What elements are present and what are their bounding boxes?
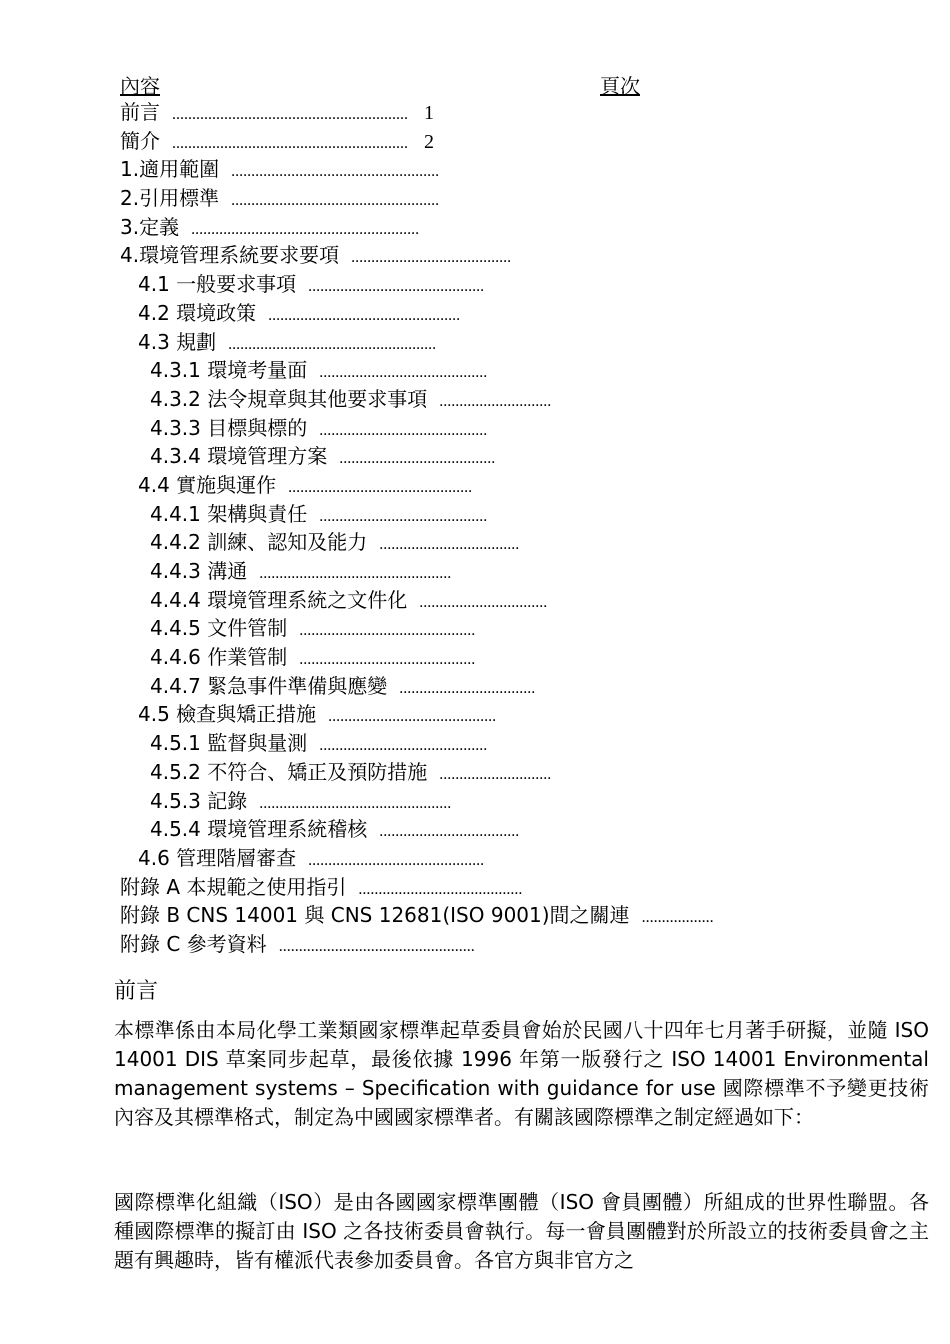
toc-entry-label: 3.定義 <box>120 214 180 239</box>
toc-entry <box>120 815 820 844</box>
toc-entry-label: 4.2 環境政策 <box>138 300 257 325</box>
toc-entry-leader-dots: ....................................... <box>339 450 496 468</box>
toc-entry-page-number: 1 <box>424 102 434 124</box>
toc-entry-label: 4.6 管理階層審查 <box>138 845 297 870</box>
toc-entry <box>120 270 820 299</box>
toc-entry-leader-dots: .............................................. <box>288 478 473 496</box>
toc-entry-leader-dots: ................................................. <box>278 937 475 955</box>
toc-entry <box>120 758 820 787</box>
toc-entry-leader-dots: ................................... <box>379 823 520 841</box>
toc-entry-leader-dots: .................................................... <box>231 163 440 181</box>
toc-entry-label: 4.3.2 法令規章與其他要求事項 <box>150 386 428 411</box>
toc-entry-label: 附錄 C 參考資料 <box>120 931 267 956</box>
toc-entry <box>120 356 820 385</box>
toc-entry <box>120 930 820 959</box>
toc-entry-label: 4.3.3 目標與標的 <box>150 415 308 440</box>
toc-entry-label: 4.5.4 環境管理系統稽核 <box>150 817 368 842</box>
toc-header-page: 頁次 <box>600 74 640 98</box>
toc-entry-label: 4.4.2 訓練、認知及能力 <box>150 530 368 555</box>
toc-entry-leader-dots: ............................................ <box>308 278 485 296</box>
toc-entry-leader-dots: .................................. <box>399 679 536 697</box>
toc-entry-label: 4.3 規劃 <box>138 329 217 354</box>
toc-entry-leader-dots: ........................................ <box>351 249 512 267</box>
toc-entry <box>120 213 820 242</box>
toc-entry-leader-dots: .................................................... <box>231 192 440 210</box>
toc-entry-leader-dots: .......................................... <box>319 364 488 382</box>
toc-entry <box>120 729 820 758</box>
toc-entry-leader-dots: .......................................... <box>328 708 497 726</box>
toc-entry-label: 4.3.4 環境管理方案 <box>150 444 328 469</box>
toc-entry-leader-dots: ............................ <box>439 392 552 410</box>
toc-entry-leader-dots: ................................... <box>379 536 520 554</box>
toc-entry-leader-dots: ......................................................... <box>191 220 420 238</box>
toc-entry <box>120 385 820 414</box>
toc-entry-leader-dots: ................................................ <box>268 306 461 324</box>
toc-entry-leader-dots: .................. <box>641 909 714 927</box>
toc-entry-leader-dots: ............................................ <box>299 622 476 640</box>
toc-entry-label: 附錄 A 本規範之使用指引 <box>120 874 347 899</box>
toc-entry-label: 4.4.7 緊急事件準備與應變 <box>150 673 388 698</box>
toc-entry-label: 4.5.3 記錄 <box>150 788 248 813</box>
toc-entry-label: 4.環境管理系統要求要項 <box>120 243 340 268</box>
toc-entry-leader-dots: .......................................... <box>319 507 488 525</box>
toc-entry <box>120 873 820 902</box>
toc-entry-label: 4.4.3 溝通 <box>150 559 248 583</box>
toc-entry <box>120 672 820 701</box>
toc-entry-leader-dots: ......................................... <box>358 880 523 898</box>
toc-entry <box>120 184 820 213</box>
toc-entry-leader-dots: ............................................ <box>299 651 476 669</box>
toc-entry-leader-dots: .......................................... <box>319 737 488 755</box>
toc-entry <box>120 586 820 615</box>
table-of-contents <box>120 98 820 959</box>
foreword-title: 前言 <box>114 979 159 1004</box>
toc-entry-label: 4.4.1 架構與責任 <box>150 501 308 526</box>
toc-entry-page-number: 2 <box>424 130 434 153</box>
toc-entry <box>120 844 820 873</box>
toc-entry <box>120 155 820 184</box>
toc-entry-leader-dots: ................................ <box>419 593 548 611</box>
toc-entry-leader-dots: ........................................................... <box>172 106 408 123</box>
toc-entry <box>120 299 820 328</box>
toc-entry-label: 4.4.4 環境管理系統之文件化 <box>150 587 408 612</box>
toc-entry <box>120 787 820 816</box>
foreword-paragraph-1: 本標準係由本局化學工業類國家標準起草委員會始於民國八十四年七月著手研擬，並隨 ISO 14001 DIS 草案同步起草，最後依據 1996 年第一版發行之 ISO 14001 Environmental management systems – Specification with guidance for use 國際標準不予變更技術內容及其標準格式，制定為中國國家標準者。有關該國際標準之制定經過如下： <box>114 1018 929 1129</box>
toc-entry <box>120 557 820 586</box>
toc-entry <box>120 241 820 270</box>
toc-entry-label: 4.4.6 作業管制 <box>150 645 288 670</box>
toc-entry-label: 4.5.1 監督與量測 <box>150 731 308 756</box>
toc-entry-label: 簡介 <box>120 128 160 153</box>
toc-entry-label: 前言 <box>120 100 160 124</box>
toc-entry-label: 4.4 實施與運作 <box>138 472 277 497</box>
toc-entry-label: 4.5 檢查與矯正措施 <box>138 702 317 727</box>
toc-entry <box>120 500 820 529</box>
toc-entry-leader-dots: ................................................ <box>259 794 452 812</box>
toc-entry <box>120 414 820 443</box>
toc-entry-label: 4.4.5 文件管制 <box>150 616 288 641</box>
toc-entry <box>120 528 820 557</box>
toc-entry <box>120 643 820 672</box>
toc-entry-leader-dots: ................................................ <box>259 565 452 582</box>
toc-entry <box>120 614 820 643</box>
toc-entry <box>120 98 820 127</box>
toc-entry-label: 2.引用標準 <box>120 186 220 211</box>
toc-entry <box>120 328 820 357</box>
toc-entry <box>120 471 820 500</box>
toc-entry <box>120 127 820 156</box>
toc-header-contents: 內容 <box>120 74 160 98</box>
toc-entry-label: 4.5.2 不符合、矯正及預防措施 <box>150 759 428 784</box>
toc-entry-label: 4.3.1 環境考量面 <box>150 358 308 383</box>
toc-entry <box>120 442 820 471</box>
toc-entry <box>120 901 820 930</box>
toc-entry-label: 1.適用範圍 <box>120 157 220 182</box>
toc-entry-leader-dots: .................................................... <box>228 335 437 353</box>
toc-entry-label: 附錄 B CNS 14001 與 CNS 12681(ISO 9001)間之關連 <box>120 903 630 928</box>
foreword-paragraph-2: 國際標準化組織（ISO）是由各國國家標準團體（ISO 會員團體）所組成的世界性聯盟。各種國際標準的擬訂由 ISO 之各技術委員會執行。每一會員團體對於所設立的技術委員會之主題有興趣時，皆有權派代表參加委員會。各官方與非官方之 <box>114 1190 929 1272</box>
toc-entry-leader-dots: ............................ <box>439 765 552 783</box>
toc-entry-leader-dots: ............................................ <box>308 851 485 869</box>
toc-entry-leader-dots: ........................................................... <box>172 134 408 152</box>
toc-entry <box>120 700 820 729</box>
toc-entry-label: 4.1 一般要求事項 <box>138 272 297 297</box>
toc-entry-leader-dots: .......................................... <box>319 421 488 439</box>
toc-header <box>120 70 680 96</box>
